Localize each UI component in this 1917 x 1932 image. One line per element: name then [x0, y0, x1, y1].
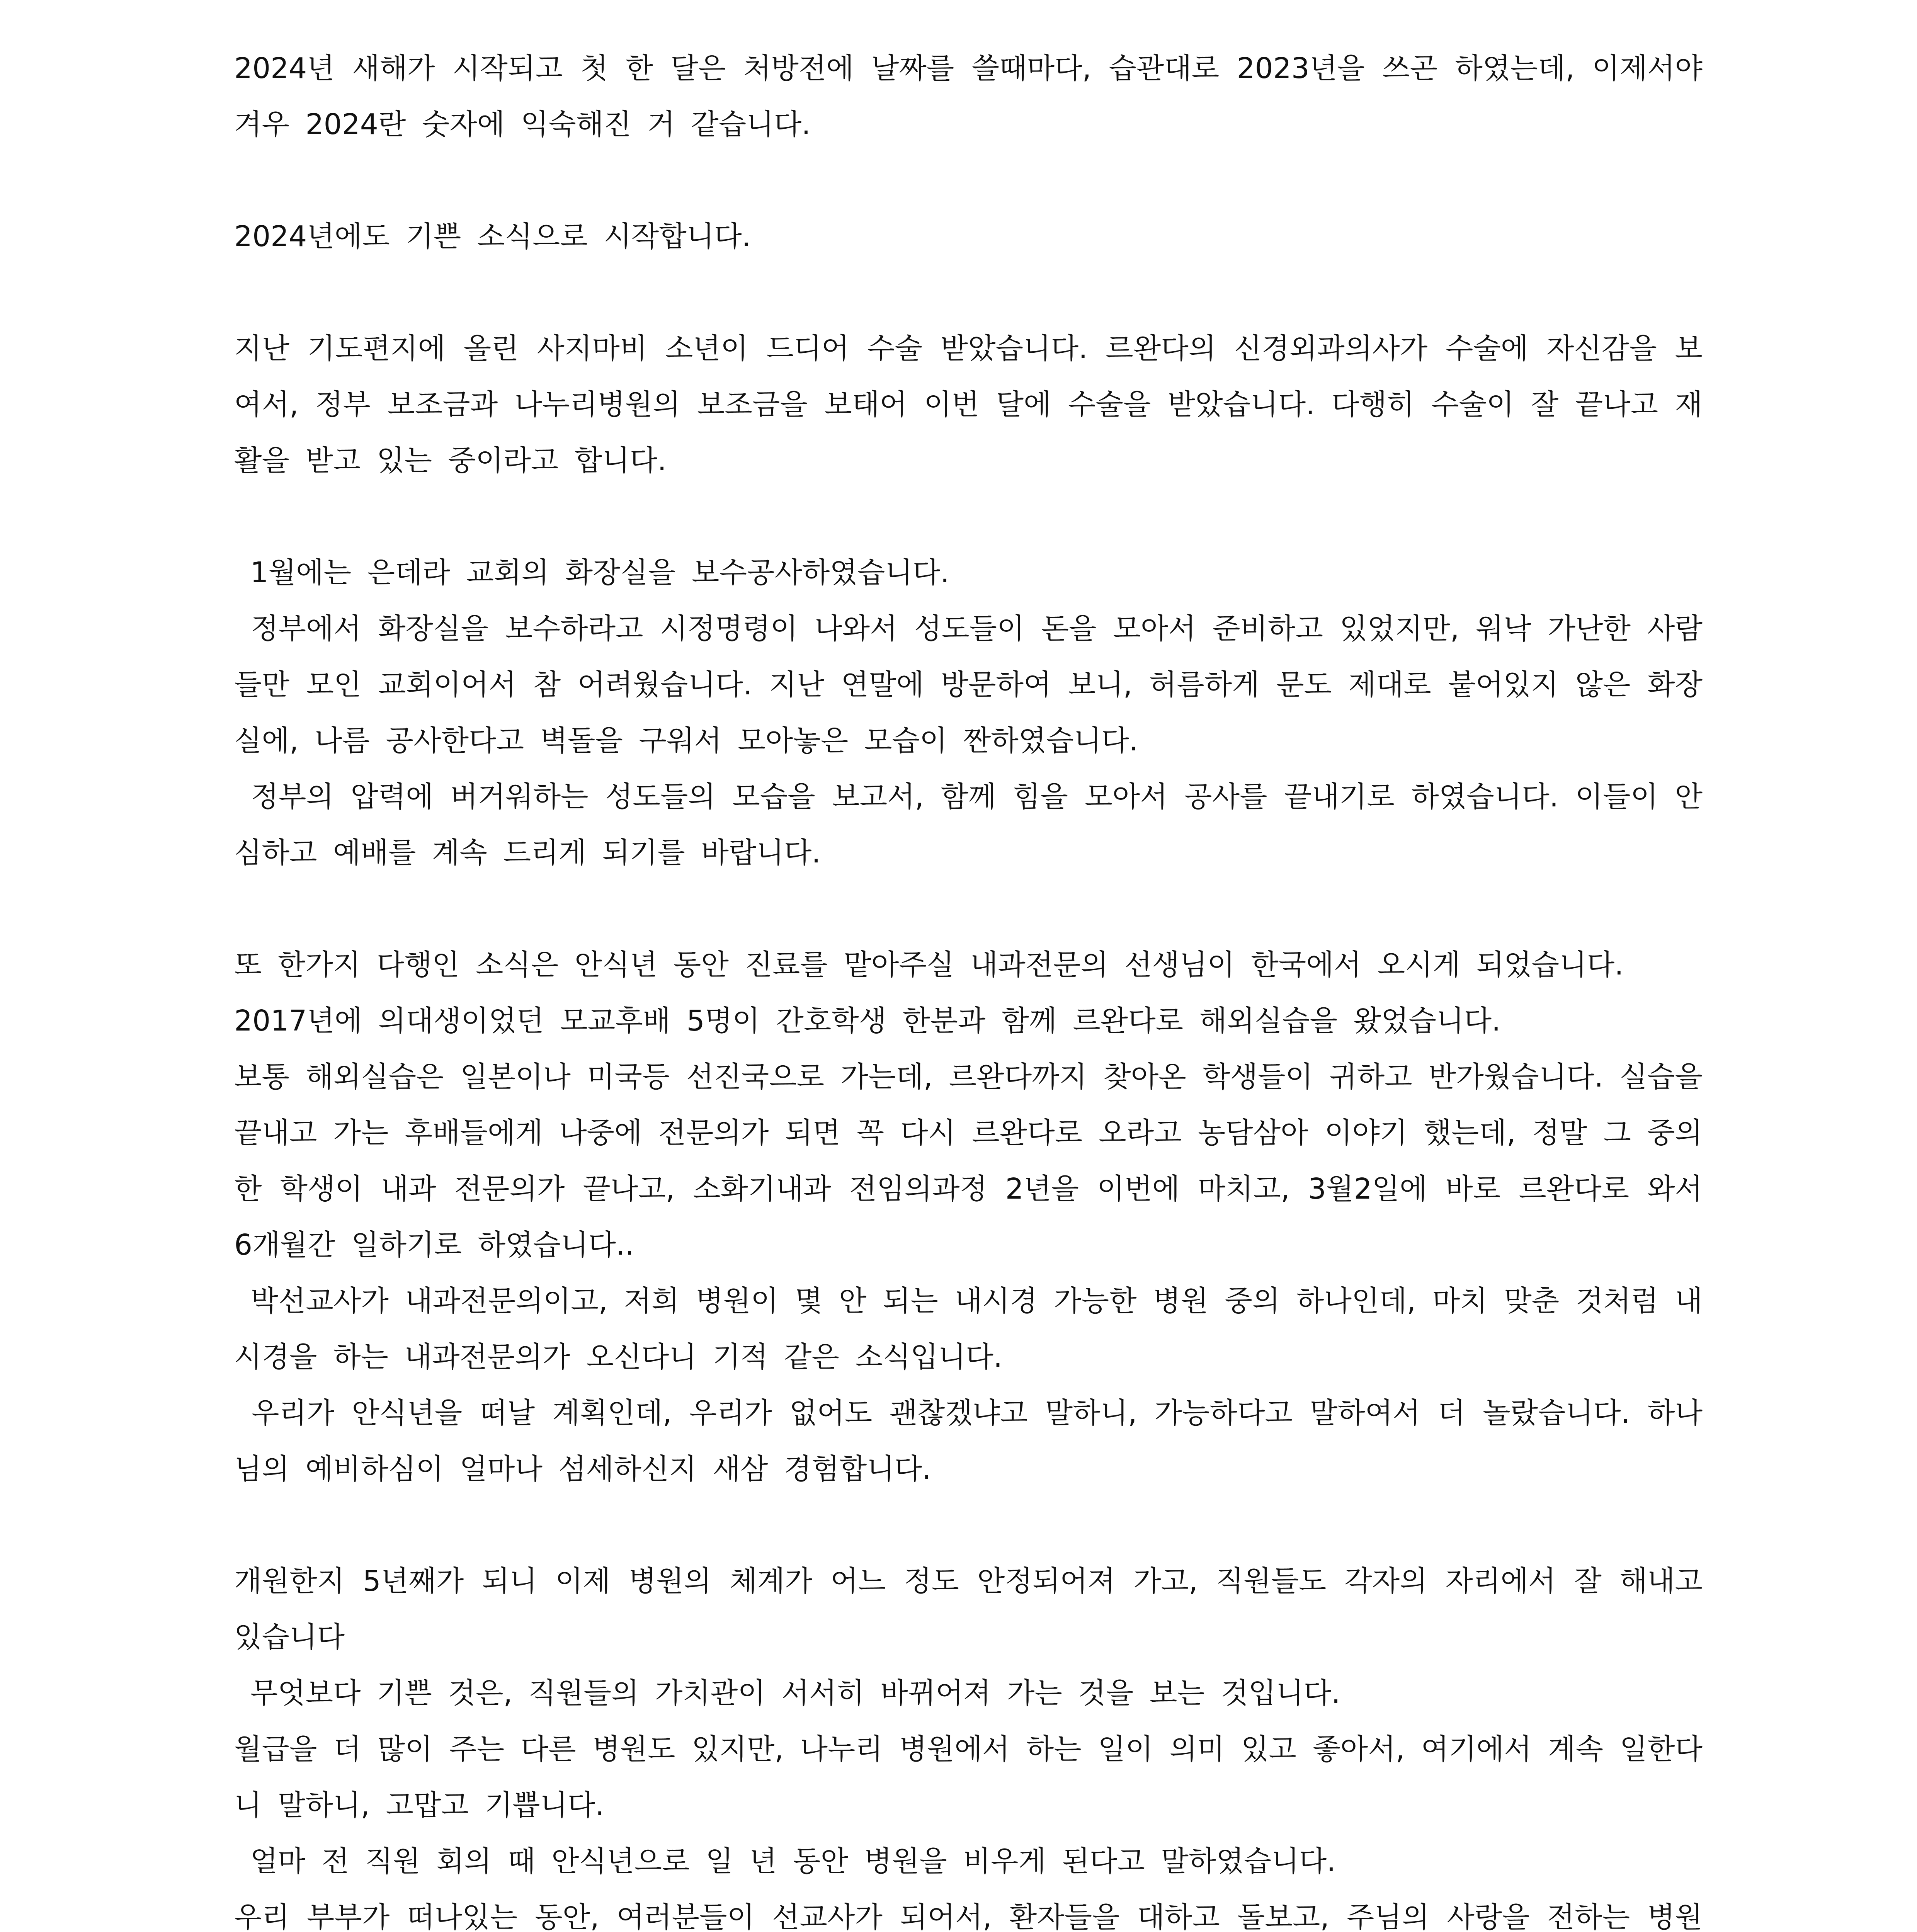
paragraph-line: 1월에는 은데라 교회의 화장실을 보수공사하였습니다.: [234, 556, 949, 589]
paragraph-line: 월급을 더 많이 주는 다른 병원도 있지만, 나누리 병원에서 하는 일이 의미 있고 좋아서, 여기에서 계속 일한다니 말하니, 고맙고 기쁩니다.: [234, 1733, 1703, 1822]
paragraph-line: 2024년 새해가 시작되고 첫 한 달은 처방전에 날짜를 쓸때마다, 습관대로 2023년을 쓰곤 하였는데, 이제서야 겨우 2024란 숫자에 익숙해진 거 같습니다.: [234, 52, 1719, 141]
paragraph-line: 정부의 압력에 버거워하는 성도들의 모습을 보고서, 함께 힘을 모아서 공사를 끝내기로 하였습니다. 이들이 안심하고 예배를 계속 드리게 되기를 바랍니다.: [234, 780, 1703, 869]
paragraph-line: 우리 부부가 떠나있는 동안, 여러분들이 선교사가 되어서, 환자들을 대하고 돌보고, 주님의 사랑을 전하는 병원: [234, 1901, 1703, 1932]
paragraph-line: 개원한지 5년째가 되니 이제 병원의 체계가 어느 정도 안정되어져 가고, 직원들도 각자의 자리에서 잘 해내고 있습니다: [234, 1565, 1719, 1654]
blank-line: [234, 1497, 1703, 1553]
paragraph-line: 또 한가지 다행인 소식은 안식년 동안 진료를 맡아주실 내과전문의 선생님이 한국에서 오시게 되었습니다.: [234, 948, 1624, 981]
blank-line: [234, 489, 1703, 545]
letter-body: [234, 41, 1719, 1932]
paragraph-line: 정부에서 화장실을 보수하라고 시정명령이 나와서 성도들이 돈을 모아서 준비하고 있었지만, 워낙 가난한 사람들만 모인 교회이어서 참 어려웠습니다. 지난 연말에 방문하여 보니, 허름하게 문도 제대로 붙어있지 않은 화장실에, 나름 공사한다고 벽돌을 구워서 모아놓은 모습이 짠하였습니다.: [234, 612, 1703, 757]
paragraph-line: 2017년에 의대생이었던 모교후배 5명이 간호학생 한분과 함께 르완다로 해외실습을 왔었습니다.: [234, 1004, 1501, 1037]
paragraph-line: 무엇보다 기쁜 것은, 직원들의 가치관이 서서히 바뀌어져 가는 것을 보는 것입니다.: [234, 1677, 1340, 1710]
paragraph-line: 얼마 전 직원 회의 때 안식년으로 일 년 동안 병원을 비우게 된다고 말하였습니다.: [234, 1845, 1336, 1878]
blank-line: [234, 881, 1703, 937]
blank-line: [234, 153, 1703, 209]
paragraph-line: 2024년에도 기쁜 소식으로 시작합니다.: [234, 220, 751, 253]
paragraph-line: 지난 기도편지에 올린 사지마비 소년이 드디어 수술 받았습니다. 르완다의 신경외과의사가 수술에 자신감을 보여서, 정부 보조금과 나누리병원의 보조금을 보태어 이번 달에 수술을 받았습니다. 다행히 수술이 잘 끝나고 재활을 받고 있는 중이라고 합니다.: [234, 332, 1703, 477]
blank-line: [234, 265, 1703, 321]
paragraph-line: 박선교사가 내과전문의이고, 저희 병원이 몇 안 되는 내시경 가능한 병원 중의 하나인데, 마치 맞춘 것처럼 내시경을 하는 내과전문의가 오신다니 기적 같은 소식입니다.: [234, 1284, 1703, 1374]
paragraph-line: 보통 해외실습은 일본이나 미국등 선진국으로 가는데, 르완다까지 찾아온 학생들이 귀하고 반가웠습니다. 실습을 끝내고 가는 후배들에게 나중에 전문의가 되면 꼭 다시 르완다로 오라고 농담삼아 이야기 했는데, 정말 그 중의 한 학생이 내과 전문의가 끝나고, 소화기내과 전임의과정 2년을 이번에 마치고, 3월2일에 바로 르완다로 와서 6개월간 일하기로 하였습니다..: [234, 1060, 1719, 1262]
paragraph-line: 우리가 안식년을 떠날 계획인데, 우리가 없어도 괜찮겠냐고 말하니, 가능하다고 말하여서 더 놀랐습니다. 하나님의 예비하심이 얼마나 섬세하신지 새삼 경험합니다.: [234, 1396, 1703, 1486]
